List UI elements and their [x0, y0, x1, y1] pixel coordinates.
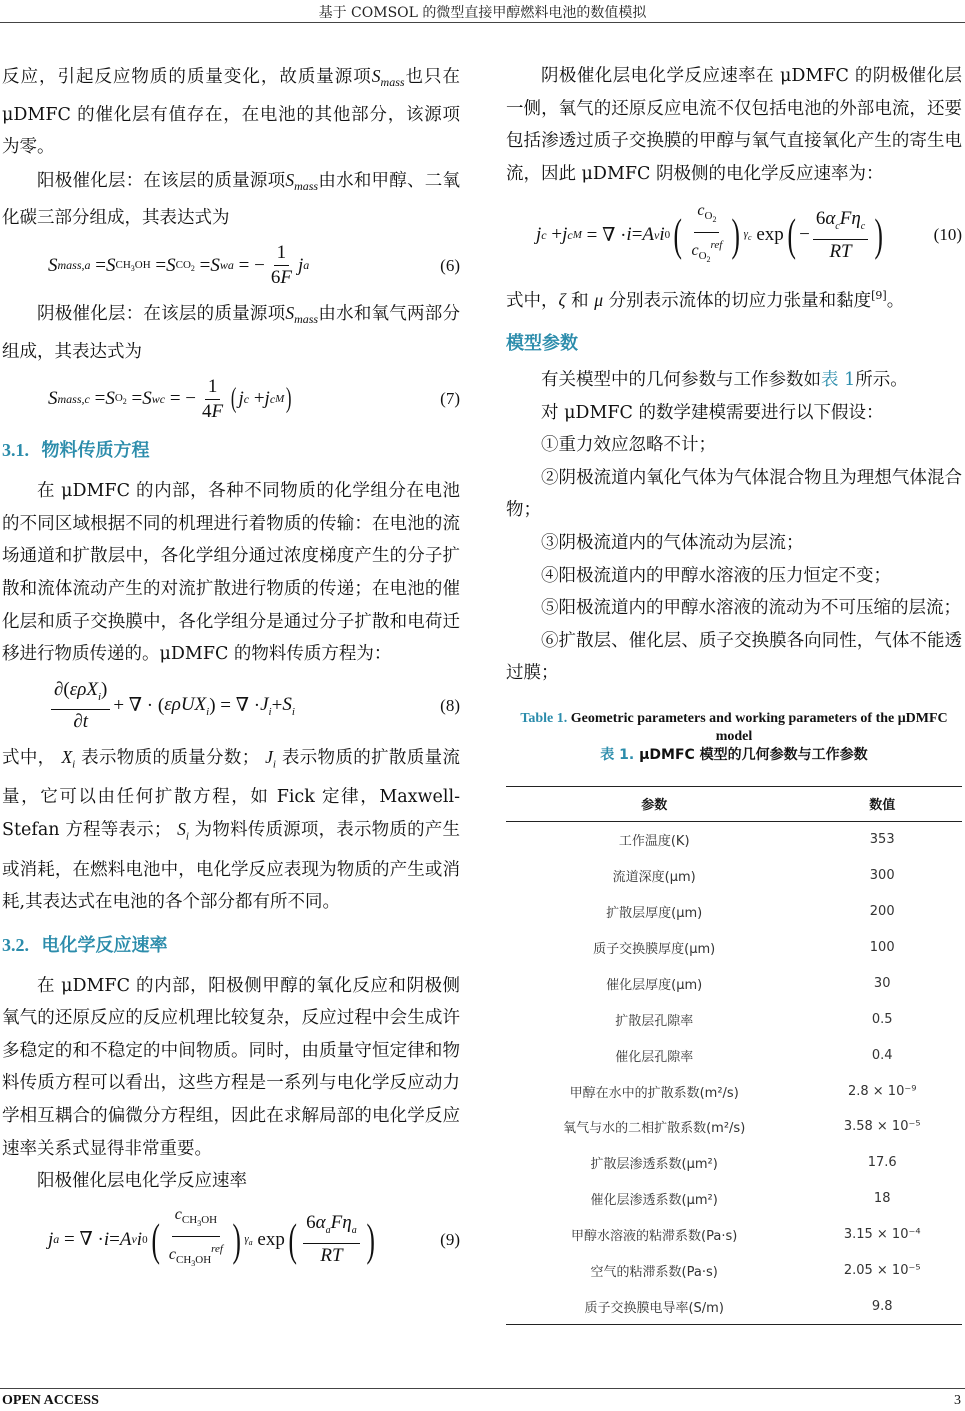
- table-row: [506, 1288, 962, 1324]
- section-heading-3-2: 3.2. 电化学反应速率: [2, 934, 168, 956]
- table-1-link[interactable]: 表 1: [821, 369, 856, 390]
- table-row: [506, 1253, 962, 1289]
- header-rule: [0, 22, 965, 23]
- param-name: 催化层孔隙率: [615, 1049, 694, 1065]
- citation-ref[interactable]: [9]: [871, 289, 887, 303]
- param-value: 3.15 × 10⁻⁴: [843, 1227, 921, 1243]
- open-access-label: OPEN ACCESS: [2, 1393, 99, 1408]
- paragraph-anode-rate: 阳极催化层电化学反应速率: [37, 1171, 247, 1192]
- equation-8: $\frac{\partial(\varepsilon\rho X_i)}{\partial t}$ + ∇ · ( ερUX$_i$ ) = ∇ · $J_i$ + $S_i$ (8): [2, 671, 460, 741]
- param-value: 3.58 × 10⁻⁵: [843, 1119, 921, 1135]
- assumption-item: ①重力效应忽略不计；: [541, 435, 716, 456]
- table-row: [506, 965, 962, 1001]
- param-value: 200: [869, 904, 895, 920]
- param-value: 17.6: [867, 1155, 897, 1171]
- running-header: 基于 COMSOL 的微型直接甲醇燃料电池的数值模拟: [318, 5, 647, 21]
- param-name: 工作温度(K): [618, 834, 690, 850]
- table-row: [506, 1109, 962, 1145]
- param-name: 氧气与水的二相扩散系数(m²/s): [563, 1121, 746, 1137]
- paragraph-reaction-rate: 在 μDMFC 的内部，阳极侧甲醇的氧化反应和阴极侧氧气的还原反应的反应机理比较复杂，反应过程中会生成许多稳定的和不稳定的中间物质。同时，由质量守恒定律和物料传质方程可以看出，这些方程是一系列与电化学反应动力学相互耦合的偏微分方程组，因此在求解局部的电化学反应速率关系式显得非常重要。: [2, 975, 460, 1159]
- section-heading-model-params: 模型参数: [506, 332, 578, 354]
- table-row: [506, 1217, 962, 1253]
- paragraph-cathode-rate: 阴极催化层电化学反应速率在 μDMFC 的阴极催化层一侧，氧气的还原反应电流不仅包括电池的外部电流，还要包括渗透过质子交换膜的甲醇与氧气直接氧化产生的寄生电流，因此 μDMFC 阴极侧的电化学反应速率为：: [506, 66, 962, 184]
- table-header-row: [506, 786, 962, 821]
- assumption-item: ②阴极流道内氧化气体为气体混合物且为理想气体混合物；: [506, 467, 962, 521]
- left-column: [2, 60, 460, 1282]
- table-row: [506, 1145, 962, 1181]
- equation-number: (9): [440, 1229, 460, 1249]
- footer-rule: [0, 1388, 965, 1389]
- param-name: 扩散层渗透系数(μm²): [590, 1157, 718, 1173]
- param-name: 催化层渗透系数(μm²): [590, 1193, 718, 1209]
- table-row: [506, 894, 962, 930]
- param-value: 353: [869, 832, 895, 848]
- table-row: [506, 930, 962, 966]
- column-header: 数值: [802, 786, 962, 821]
- param-value: 2.8 × 10⁻⁹: [847, 1083, 917, 1099]
- assumption-item: ③阴极流道内的气体流动为层流；: [541, 532, 804, 553]
- param-name: 扩散层厚度(μm): [606, 906, 703, 922]
- table-row: [506, 1001, 962, 1037]
- column-header: 参数: [506, 786, 802, 821]
- equation-number: (8): [440, 695, 460, 715]
- param-name: 扩散层孔隙率: [615, 1013, 694, 1029]
- paragraph-assumptions-intro: 对 μDMFC 的数学建模需要进行以下假设：: [541, 402, 884, 423]
- parameters-table: [506, 786, 962, 1325]
- table-caption: Table 1. Geometric parameters and working parameters of the μDMFC model 表 1. μDMFC 模型的几何参数与工作参数: [520, 710, 948, 763]
- param-value: 300: [869, 868, 895, 884]
- param-name: 质子交换膜电导率(S/m): [506, 1288, 802, 1324]
- page-number: 3: [954, 1393, 961, 1408]
- paragraph-viscosity: 式中，ζ 和 μ 分别表示流体的切应力张量和黏度[9]。: [506, 289, 905, 312]
- equation-10: j c + j c M = ∇ · i = A v i 0 ( $\frac{c_{O_2}}{c_{O_2}^{ref}}$ ) $\gamma_c$ exp ( − $\frac{6\alpha_cF\eta_c}{RT}$ ) (10): [536, 201, 962, 265]
- equation-6: S mass ,a = S $CH_3OH$ = S $CO_2$ = S wa = − $\frac{1}{6F}$ j a (6): [48, 242, 460, 289]
- param-name: 流道深度(μm): [612, 870, 696, 886]
- param-value: 100: [869, 940, 895, 956]
- param-name: 催化层厚度(μm): [606, 977, 703, 993]
- paragraph-table-ref: 有关模型中的几何参数与工作参数如表 1所示。: [541, 369, 908, 390]
- paragraph-source-term: 反应，引起反应物质的质量变化，故质量源项$S_{mass}$也只在 μDMFC 的催化层有值存在，在电池的其他部分，该源项为零。: [2, 66, 461, 158]
- section-heading-3-1: 3.1. 物料传质方程: [2, 440, 150, 462]
- paragraph-anode-layer: 阳极催化层：在该层的质量源项$S_{mass}$由水和甲醇、二氧化碳三部分组成，其表达式为: [2, 169, 461, 229]
- equation-9: j a = ∇ · i = A v i 0 ( $\frac{c_{CH_3OH}}{c_{CH_3OH}^{ref}}$ ) $\gamma_a$ exp ( $\frac{6\alpha_aF\eta_a}{RT}$ ) (9): [48, 1206, 460, 1269]
- param-value: 0.4: [871, 1047, 893, 1063]
- assumption-item: ⑤阳极流道内的甲醇水溶液的流动为不可压缩的层流；: [541, 598, 961, 619]
- paragraph-cathode-layer: 阴极催化层：在该层的质量源项$S_{mass}$由水和氧气两部分组成，其表达式为: [2, 302, 461, 362]
- table-row: [506, 858, 962, 894]
- table-row: [506, 821, 962, 857]
- equation-number: (6): [440, 255, 460, 275]
- param-value: 9.8: [802, 1288, 962, 1324]
- param-name: 甲醇在水中的扩散系数(m²/s): [569, 1085, 739, 1101]
- param-value: 30: [873, 975, 891, 991]
- param-name: 甲醇水溶液的粘滞系数(Pa·s): [571, 1229, 738, 1245]
- table-row: [506, 1073, 962, 1109]
- assumption-item: ④阳极流道内的甲醇水溶液的压力恒定不变；: [541, 565, 891, 586]
- equation-7: S mass ,c = S $O_2$ = S wc = − $\frac{1}{4F}$ ( j c + j c M ) (7): [48, 375, 460, 422]
- table-row: [506, 1037, 962, 1073]
- param-name: 空气的粘滞系数(Pa·s): [590, 1265, 718, 1281]
- param-value: 18: [873, 1191, 891, 1207]
- assumption-item: ⑥扩散层、催化层、质子交换膜各向同性，气体不能透过膜；: [506, 630, 962, 684]
- param-value: 2.05 × 10⁻⁵: [843, 1263, 921, 1279]
- table-row: [506, 1181, 962, 1217]
- paragraph-variables: 式中， $X_i$ 表示物质的质量分数； $J_i$ 表示物质的扩散质量流量，它可以由任何扩散方程，如 Fick 定律，Maxwell-Stefan 方程等表示； $S_i$ 为物料传质源项，表示物质的产生或消耗，在燃料电池中，电化学反应表现为物质的产生或消耗,其表达式在电池的各个部分都有所不同。: [2, 746, 460, 913]
- equation-number: (7): [440, 389, 460, 409]
- param-value: 0.5: [871, 1011, 893, 1027]
- param-name: 质子交换膜厚度(μm): [593, 942, 716, 958]
- paragraph-mass-transfer: 在 μDMFC 的内部，各种不同物质的化学组分在电池的不同区域根据不同的机理进行着物质的传输：在电池的流场通道和扩散层中，各化学组分通过浓度梯度产生的分子扩散和流体流动产生的对流扩散进行物质的传递；在电池的催化层和质子交换膜中，各化学组分是通过分子扩散和电荷迁移进行物质传递的。μDMFC 的物料传质方程为：: [2, 481, 460, 665]
- right-column: [506, 60, 962, 1325]
- equation-number: (10): [933, 225, 962, 245]
